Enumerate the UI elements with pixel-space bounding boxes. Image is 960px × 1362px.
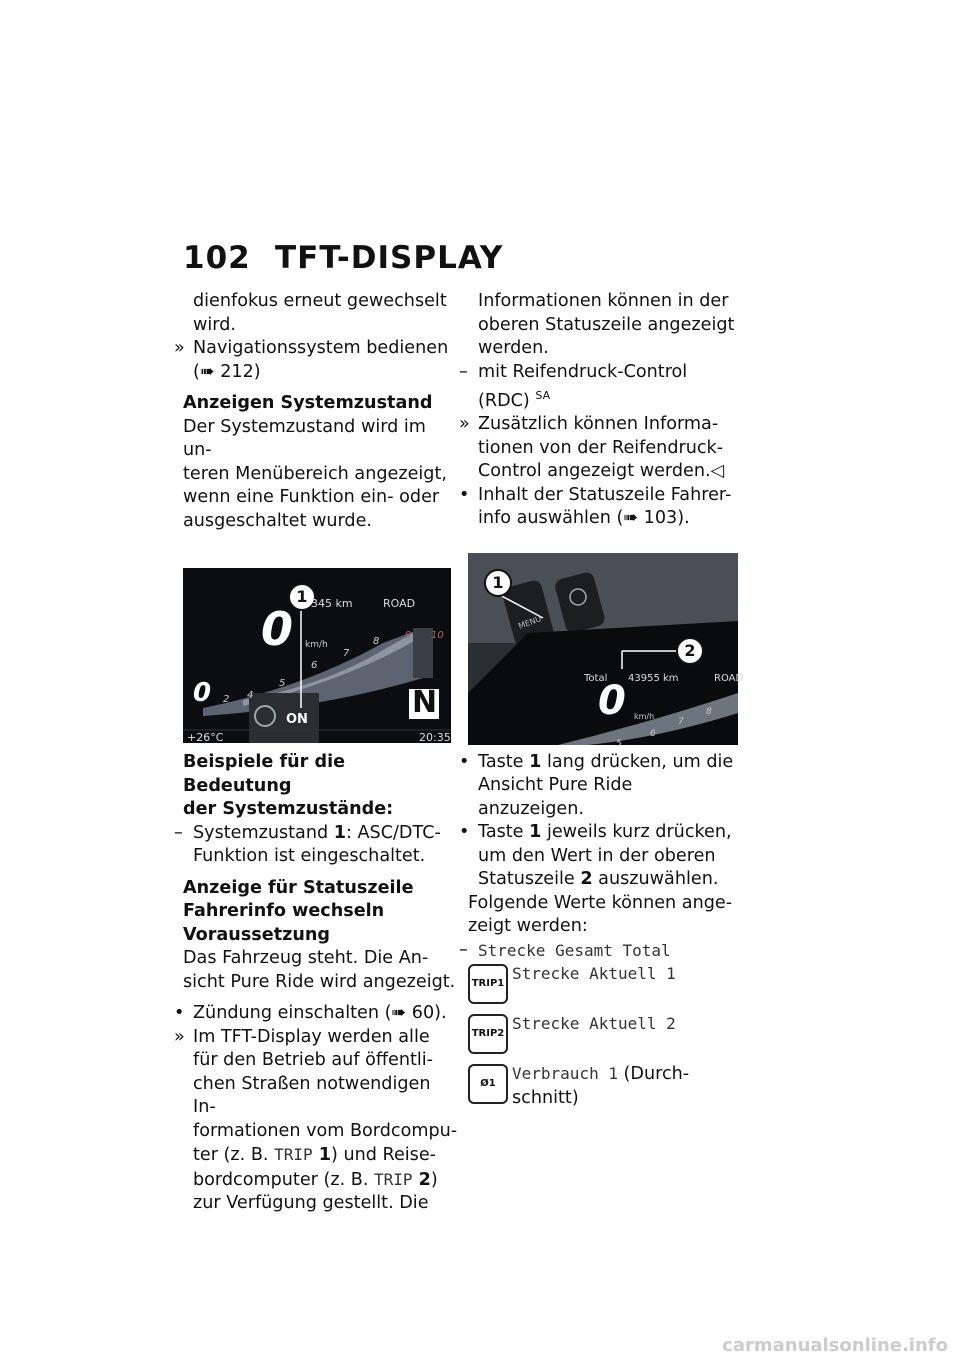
tick-label: 5 [279, 678, 286, 689]
watermark: carmanualsonline.info [722, 1335, 948, 1356]
text-line: sicht Pure Ride wird angezeigt. [183, 971, 456, 992]
tick-label: 5 [616, 738, 622, 749]
odometer-readout: 345 km [311, 597, 353, 610]
text-line: zeigt werden: [468, 916, 588, 937]
text-run: ter (z. B. [193, 1145, 275, 1165]
text-run: 1 [529, 751, 542, 772]
text-line: Control angezeigt werden.◁ [478, 461, 725, 482]
rpm-readout: 0 [193, 678, 212, 708]
text-run: (Durch- [617, 1064, 690, 1085]
text-run: auszuwählen. [592, 869, 719, 890]
text-line: tionen von der Reifendruck- [478, 437, 724, 458]
text-line: zur Verfügung gestellt. Die [193, 1193, 429, 1213]
gear-indicator: N [412, 685, 438, 720]
dash-marker: – [459, 361, 468, 382]
clock-readout: 20:35 [419, 731, 451, 744]
dash-marker: – [174, 822, 183, 843]
list-item [174, 1026, 458, 1216]
tick-label: 7 [343, 648, 350, 659]
section-heading: Fahrerinfo wechseln [183, 901, 385, 921]
text-line: Im TFT-Display werden alle [193, 1026, 430, 1047]
tick-label: 6 [650, 728, 656, 739]
dash-marker: – [459, 939, 468, 960]
result-marker: » [459, 414, 470, 435]
text-line: um den Wert in der oberen [478, 845, 716, 866]
text-line: wird. [193, 314, 236, 335]
speed-unit: km/h [305, 640, 328, 650]
page-header [183, 240, 503, 276]
display-text: TRIP [274, 1145, 313, 1164]
right-column [459, 290, 744, 1112]
section-heading: der Systemzustände: [183, 799, 394, 819]
text-line: Zusätzlich können Informa- [478, 414, 719, 435]
tick-label: 10 [431, 630, 444, 641]
text-run: 2 [580, 869, 593, 890]
text-line: Folgende Werte können ange- [468, 892, 733, 913]
display-text: Strecke Aktuell 2 [512, 1014, 676, 1034]
tick-label: 8 [373, 636, 380, 647]
callout-2: 2 [676, 637, 704, 665]
handlebar-figure [468, 553, 744, 749]
trip2-icon: TRIP2 [468, 1014, 508, 1054]
list-item [468, 1012, 740, 1062]
text-run: ) [430, 1169, 438, 1190]
left-column [174, 290, 458, 1216]
text-run: : ASC/DTC- [346, 822, 441, 843]
text-line: Das Fahrzeug steht. Die An- [183, 948, 429, 968]
riding-mode: ROAD [383, 597, 416, 610]
temperature-readout: +26°C [187, 731, 224, 744]
tick-label: 9 [405, 630, 412, 641]
display-text: Strecke Gesamt Total [478, 940, 671, 960]
dashboard-figure [183, 568, 451, 743]
text-line: Inhalt der Statuszeile Fahrer- [478, 484, 732, 505]
speed-unit: km/h [634, 711, 655, 721]
trip1-icon: TRIP1 [468, 964, 508, 1004]
text-line: Zündung einschalten (➠ 60). [193, 1003, 447, 1023]
text-run: 1 [529, 822, 542, 843]
text-run: jeweils kurz drücken, [541, 822, 732, 843]
text-line: Der Systemzustand wird im un- [183, 416, 426, 460]
bullet-marker: • [459, 751, 470, 772]
text-run: Taste [478, 751, 530, 772]
page-title: TFT-DISPLAY [275, 240, 504, 276]
list-item [459, 751, 740, 822]
text-line: Ansicht Pure Ride anzuzeigen. [478, 775, 633, 819]
list-item [468, 962, 740, 1012]
text-line: ausgeschaltet wurde. [183, 510, 373, 531]
odometer-readout: 43955 km [628, 672, 679, 684]
callout-1: 1 [484, 569, 512, 597]
page-number: 102 [183, 240, 251, 276]
text-line: schnitt) [512, 1087, 579, 1108]
result-marker: » [174, 1026, 185, 1047]
text-line: Navigationssystem bedienen [193, 338, 449, 358]
text-line: Funktion ist eingeschaltet. [193, 846, 426, 866]
text-line: chen Straßen notwendigen In- [193, 1073, 431, 1117]
text-line: teren Menübereich angezeigt, [183, 463, 447, 484]
section-heading: Anzeigen Systemzustand [183, 393, 433, 413]
special-equipment-badge: SA [535, 389, 551, 402]
text-run: 1 [333, 822, 346, 843]
text-run: 1 [312, 1145, 331, 1165]
display-text: Verbrauch 1 [512, 1064, 618, 1084]
tick-label: 8 [706, 706, 712, 717]
text-line: oberen Statuszeile angezeigt [478, 314, 735, 335]
text-run: lang drücken, um die [541, 751, 734, 772]
tick-label: 6 [311, 660, 318, 671]
list-item [459, 939, 740, 963]
page-reference-link[interactable]: info auswählen (➠ 103). [478, 508, 690, 529]
text-run: bordcomputer (z. B. [193, 1169, 375, 1190]
text-run: ) und Reise- [331, 1145, 437, 1165]
list-item [174, 1002, 458, 1026]
text-run: 2 [412, 1169, 431, 1190]
list-item [459, 361, 740, 414]
tick-label: 4 [247, 690, 254, 701]
menu-button-label: MENU [517, 614, 543, 631]
bullet-marker: • [174, 1003, 185, 1023]
section-heading: Voraussetzung [183, 924, 330, 945]
total-label: Total [584, 672, 608, 684]
result-marker: » [174, 338, 185, 358]
section-heading: Beispiele für die Bedeutung [183, 752, 346, 796]
text-line: werden. [478, 338, 549, 358]
list-item [459, 413, 740, 484]
text-run: Systemzustand [193, 822, 334, 843]
list-item [174, 822, 458, 869]
status-on-label: ON [286, 712, 308, 727]
section-heading: Anzeige für Statuszeile [183, 877, 414, 898]
consumption-icon: Ø1 [468, 1064, 508, 1104]
speed-readout: 0 [261, 602, 294, 656]
tick-label: 2 [223, 694, 230, 705]
text-line: mit Reifendruck-Control [478, 361, 688, 382]
list-item [459, 484, 740, 531]
list-item [174, 337, 458, 384]
text-run: (RDC) [478, 390, 530, 411]
text-line: wenn eine Funktion ein- oder [183, 487, 440, 507]
callout-1: 1 [288, 583, 316, 611]
list-item [468, 1062, 740, 1112]
text-line: für den Betrieb auf öffentli- [193, 1050, 434, 1070]
bullet-marker: • [459, 484, 470, 505]
text-run: Taste [478, 822, 530, 843]
bullet-marker: • [459, 822, 470, 843]
text-line: formationen vom Bordcompu- [193, 1120, 458, 1141]
speed-readout: 0 [598, 677, 626, 724]
riding-mode: ROAD [714, 672, 744, 684]
tick-label: 7 [678, 716, 684, 727]
display-text: TRIP [374, 1169, 413, 1189]
text-run: Statuszeile [478, 869, 581, 890]
text-line: dienfokus erneut gewechselt [193, 291, 447, 311]
page-reference-link[interactable]: (➠ 212) [193, 361, 261, 382]
text-line: Informationen können in der [478, 291, 729, 311]
list-item [459, 821, 740, 892]
display-text: Strecke Aktuell 1 [512, 964, 676, 984]
